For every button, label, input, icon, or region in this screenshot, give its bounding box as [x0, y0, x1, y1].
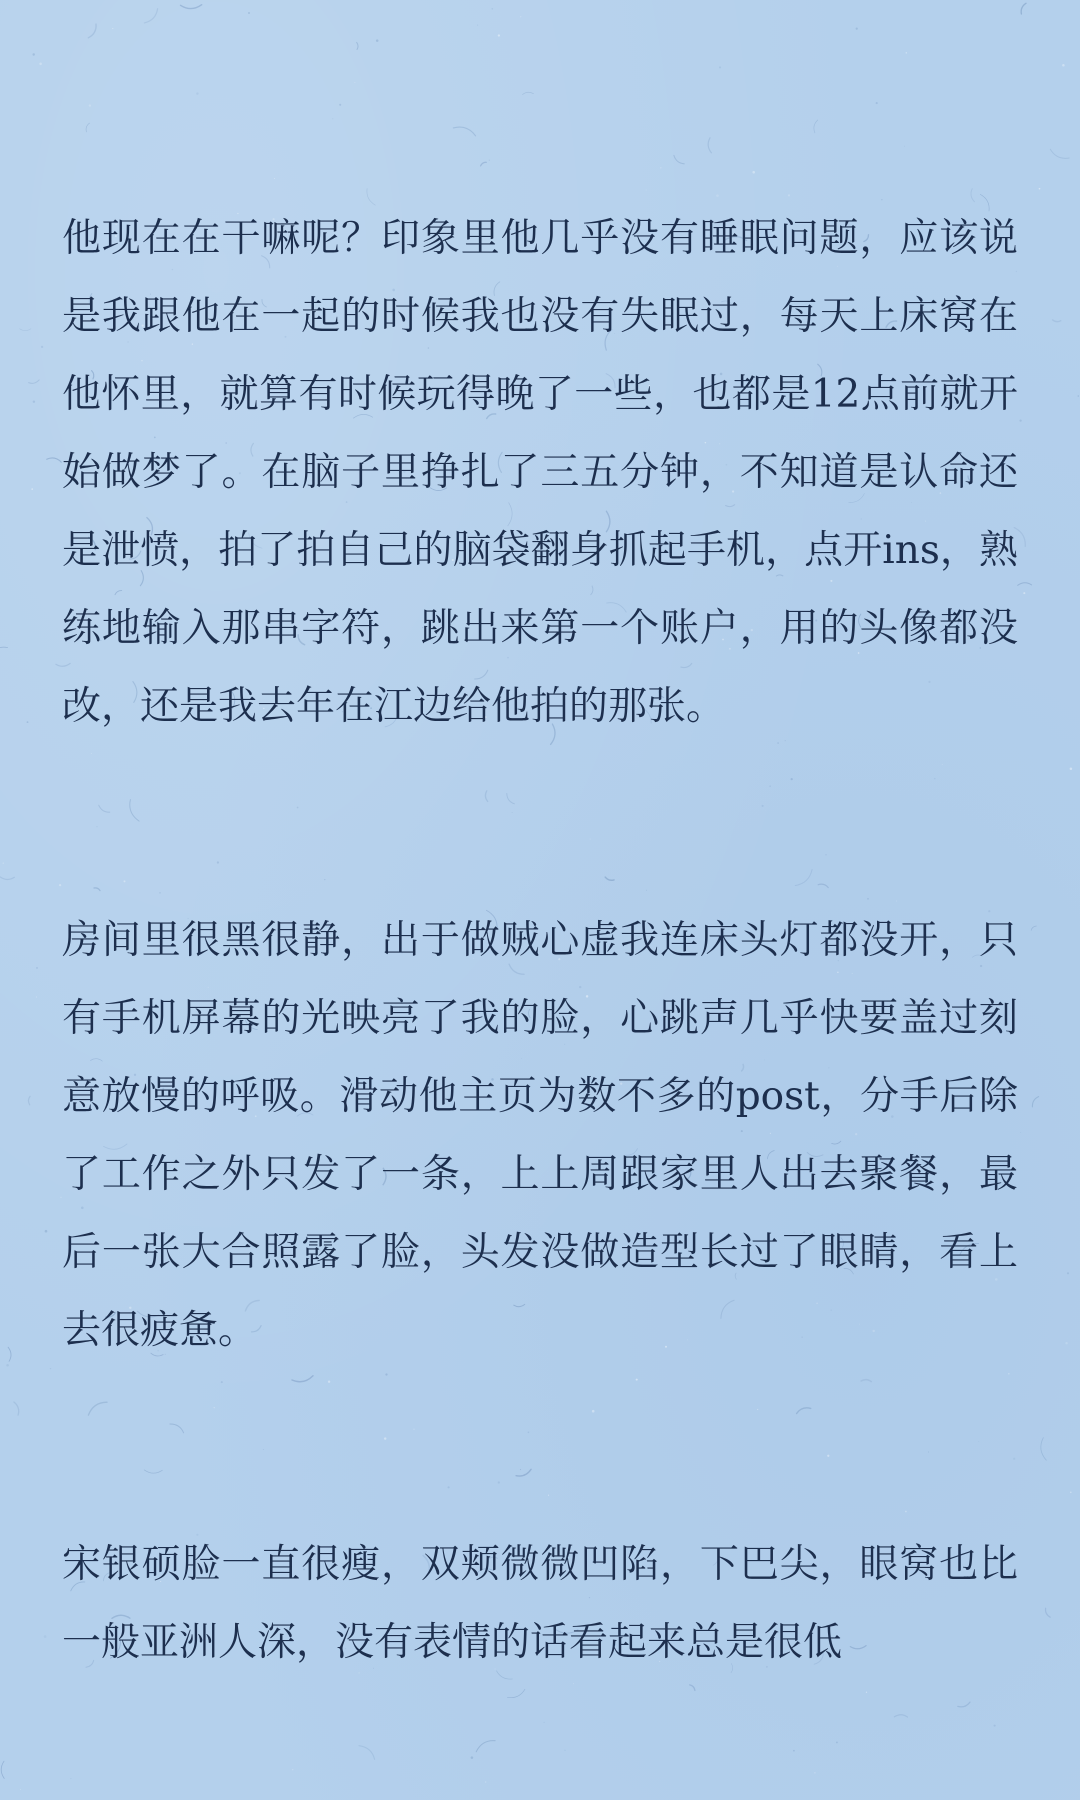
paper-speck: [814, 1772, 816, 1774]
paper-speck: [564, 1750, 565, 1751]
paper-speck: [752, 171, 755, 174]
paper-speck: [292, 1769, 293, 1770]
paper-speck: [1065, 1342, 1067, 1344]
paper-speck: [544, 1722, 545, 1723]
paper-speck: [70, 1778, 71, 1779]
paper-speck: [1070, 1492, 1072, 1494]
paper-speck: [376, 39, 379, 42]
paper-fiber: [1031, 926, 1036, 930]
paper-speck: [3, 862, 4, 863]
paper-speck: [112, 28, 113, 29]
paper-speck: [866, 1692, 867, 1693]
paragraph-2: 房间里很黑很静，出于做贼心虚我连床头灯都没开，只有手机屏幕的光映亮了我的脸，心跳声几乎快要盖过刻意放慢的呼吸。滑动他主页为数不多的post，分手后除了工作之外只发了一条，上上周跟家里人出去聚餐，最后一张大合照露了脸，头发没做造型长过了眼睛，看上去很疲惫。: [62, 918, 1018, 1353]
paper-fiber: [814, 120, 818, 133]
paper-speck: [573, 1683, 574, 1684]
paper-speck: [32, 53, 34, 55]
paper-speck: [36, 967, 38, 969]
paper-speck: [89, 104, 91, 106]
paper-speck: [59, 884, 61, 886]
paper-fiber: [1041, 1438, 1046, 1461]
paper-fiber: [958, 1702, 970, 1707]
paper-speck: [477, 25, 478, 26]
paper-speck: [354, 82, 355, 83]
paper-speck: [471, 1756, 474, 1759]
paper-speck: [27, 721, 29, 723]
paper-fiber: [29, 380, 39, 383]
paper-speck: [906, 52, 907, 53]
paper-speck: [20, 1789, 21, 1790]
paper-speck: [332, 118, 333, 119]
paper-fiber: [14, 1402, 19, 1415]
paper-speck: [1078, 395, 1080, 397]
paper-speck: [856, 28, 858, 30]
paper-fiber: [894, 1715, 907, 1717]
paper-speck: [1062, 64, 1065, 67]
paper-speck: [1020, 1132, 1021, 1133]
paper-speck: [339, 104, 341, 106]
paper-speck: [248, 12, 250, 14]
paper-speck: [44, 1635, 47, 1638]
article-body: [62, 200, 1018, 1682]
paper-speck: [876, 102, 878, 104]
paper-fiber: [144, 9, 157, 23]
paper-speck: [196, 92, 198, 94]
paragraph-3: 宋银硕脸一直很瘦，双颊微微凹陷，下巴尖，眼窝也比一般亚洲人深，没有表情的话看起来总是很低: [62, 1542, 1018, 1665]
paper-fiber: [507, 1689, 525, 1697]
paper-fiber: [690, 1685, 695, 1691]
paper-speck: [31, 488, 33, 490]
paper-fiber: [1018, 583, 1032, 586]
paper-speck: [6, 1364, 9, 1367]
paper-speck: [646, 190, 647, 191]
paper-speck: [50, 1368, 51, 1369]
paper-fiber: [481, 162, 487, 166]
paper-speck: [489, 160, 490, 161]
paper-speck: [719, 66, 721, 68]
paper-fiber: [1053, 320, 1061, 322]
paper-speck: [274, 178, 275, 179]
paper-fiber: [708, 138, 711, 153]
paper-fiber: [453, 127, 475, 136]
paper-speck: [660, 167, 662, 169]
paper-fiber: [20, 329, 31, 331]
paper-fiber: [359, 1746, 375, 1760]
paper-speck: [1070, 768, 1073, 771]
paper-fiber: [357, 42, 358, 49]
paper-fiber: [0, 647, 8, 653]
paragraph-1: 他现在在干嘛呢？印象里他几乎没有睡眠问题，应该说是我跟他在一起的时候我也没有失眠过，每天上床窝在他怀里，就算有时候玩得晚了一些，也都是12点前就开始做梦了。在脑子里挣扎了三五分钟，不知道是认命还是泄愤，拍了拍自己的脑袋翻身抓起手机，点开ins，熟练地输入那串字符，跳出来第一个账户，用的头像都没改，还是我去年在江边给他拍的那张。: [62, 216, 1018, 729]
paper-fiber: [86, 123, 89, 132]
paper-speck: [485, 1781, 486, 1782]
paper-fiber: [0, 877, 14, 880]
paper-speck: [41, 346, 43, 348]
paper-speck: [904, 146, 905, 147]
paper-speck: [33, 400, 35, 402]
paper-speck: [1023, 592, 1025, 594]
paper-speck: [1067, 1272, 1069, 1274]
paper-fiber: [181, 5, 202, 9]
paper-speck: [994, 1725, 996, 1727]
paper-speck: [1039, 188, 1041, 190]
paper-speck: [788, 194, 790, 196]
paper-fiber: [28, 1096, 30, 1105]
paper-speck: [498, 34, 500, 36]
paper-fiber: [476, 1741, 495, 1752]
paper-speck: [520, 16, 521, 17]
paper-speck: [716, 194, 719, 197]
paper-fiber: [1021, 3, 1026, 14]
paper-fiber: [88, 24, 96, 38]
paper-speck: [1019, 419, 1021, 421]
paper-fiber: [523, 92, 534, 94]
paper-speck: [836, 1741, 838, 1743]
paper-speck: [491, 8, 493, 10]
paper-fiber: [8, 1347, 11, 1361]
paper-fiber: [1032, 1097, 1038, 1107]
paper-fiber: [47, 458, 62, 462]
paper-speck: [45, 1230, 48, 1233]
paper-fiber: [674, 155, 684, 163]
paper-fiber: [1, 1761, 4, 1778]
paper-speck: [39, 63, 42, 66]
paper-fiber: [1050, 149, 1069, 158]
paper-speck: [36, 996, 37, 997]
paper-speck: [793, 1750, 795, 1752]
paper-fiber: [1045, 1608, 1050, 1617]
